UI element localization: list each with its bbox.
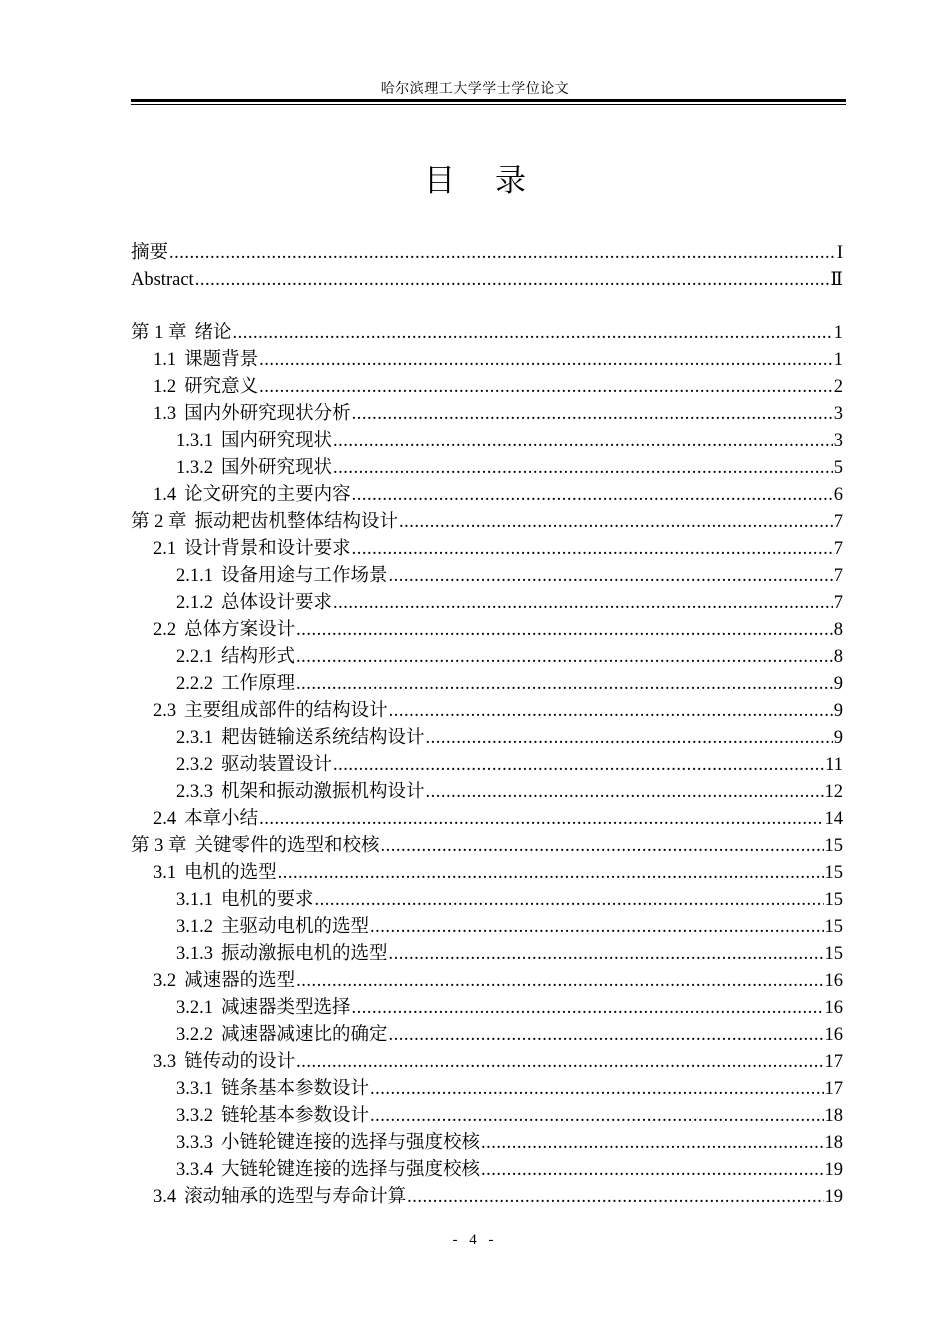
toc-entry-number: 2.3.1 xyxy=(176,728,213,748)
toc-dot-leader xyxy=(259,347,833,374)
toc-entry[interactable] xyxy=(131,725,843,752)
toc-dot-leader xyxy=(370,914,823,941)
toc-entry-number: 1.1 xyxy=(153,350,177,370)
toc-entry-page: 1 xyxy=(833,323,843,343)
toc-entry-page: 9 xyxy=(833,701,843,721)
toc-entry-number: 3.1.1 xyxy=(176,890,213,910)
toc-entry-title: 摘要 xyxy=(131,243,169,263)
toc-entry[interactable] xyxy=(131,1184,843,1211)
toc-entry[interactable] xyxy=(131,428,843,455)
toc-entry-title: 设备用途与工作场景 xyxy=(221,566,388,586)
toc-entry-title: 振动激振电机的选型 xyxy=(221,944,388,964)
toc-entry-title: 设计背景和设计要求 xyxy=(184,539,351,559)
toc-entry-number: 3.4 xyxy=(153,1187,177,1207)
toc-entry[interactable] xyxy=(131,833,843,860)
toc-entry[interactable] xyxy=(131,1157,843,1184)
toc-entry-number: 3.2.2 xyxy=(176,1025,213,1045)
toc-entry-title: 主要组成部件的结构设计 xyxy=(184,701,388,721)
toc-entry[interactable] xyxy=(131,752,843,779)
toc-entry[interactable] xyxy=(131,347,843,374)
toc-entry-number: 2.2 xyxy=(153,620,177,640)
toc-dot-leader xyxy=(259,806,823,833)
toc-entry-number: 1.3 xyxy=(153,404,177,424)
toc-entry-title: 驱动装置设计 xyxy=(221,755,333,775)
toc-entry-number: 2.1 xyxy=(153,539,177,559)
toc-entry-page: 3 xyxy=(833,404,843,424)
toc-entry-title: 国外研究现状 xyxy=(221,458,333,478)
toc-dot-leader xyxy=(352,995,824,1022)
toc-dot-leader xyxy=(370,1103,823,1130)
toc-entry-number: 3.2 xyxy=(153,971,177,991)
toc-dot-leader xyxy=(370,1076,823,1103)
toc-entry-number: 2.3 xyxy=(153,701,177,721)
table-of-contents xyxy=(131,240,843,1211)
toc-entry-number: 3.3.1 xyxy=(176,1079,213,1099)
toc-entry-page: 9 xyxy=(833,728,843,748)
toc-entry-number: 3.3 xyxy=(153,1052,177,1072)
toc-entry[interactable] xyxy=(131,267,843,294)
toc-dot-leader xyxy=(389,1022,824,1049)
toc-entry-page: 8 xyxy=(833,647,843,667)
toc-dot-leader xyxy=(259,374,833,401)
toc-entry-page: 7 xyxy=(833,512,843,532)
toc-entry-page: 1 xyxy=(833,350,843,370)
toc-entry-title: 研究意义 xyxy=(184,377,259,397)
toc-entry[interactable] xyxy=(131,482,843,509)
toc-entry-number: 3.1.3 xyxy=(176,944,213,964)
toc-title: 目录 xyxy=(424,163,566,199)
toc-entry[interactable] xyxy=(131,1130,843,1157)
toc-entry-number: 3.1 xyxy=(153,863,177,883)
toc-entry-page: 19 xyxy=(824,1160,843,1180)
toc-dot-leader xyxy=(233,320,833,347)
toc-dot-leader xyxy=(389,698,833,725)
toc-entry-title: 论文研究的主要内容 xyxy=(184,485,351,505)
toc-entry-title: 主驱动电机的选型 xyxy=(221,917,370,937)
toc-entry-title: 课题背景 xyxy=(184,350,259,370)
toc-entry-page: 9 xyxy=(833,674,843,694)
toc-dot-leader xyxy=(481,1130,823,1157)
toc-entry[interactable] xyxy=(131,1076,843,1103)
toc-entry-number: 2.1.1 xyxy=(176,566,213,586)
toc-dot-leader xyxy=(381,833,824,860)
toc-entry-number: 第 3 章 xyxy=(131,836,187,856)
header-rule-thin xyxy=(131,104,846,105)
toc-entry[interactable] xyxy=(131,401,843,428)
toc-entry-title: 链条基本参数设计 xyxy=(221,1079,370,1099)
toc-entry-page: 15 xyxy=(824,836,843,856)
toc-entry-number: 1.3.2 xyxy=(176,458,213,478)
toc-dot-leader xyxy=(352,482,833,509)
toc-entry[interactable] xyxy=(131,509,843,536)
toc-entry-title: 结构形式 xyxy=(221,647,296,667)
toc-entry[interactable] xyxy=(131,860,843,887)
toc-entry-title: 减速器的选型 xyxy=(184,971,296,991)
toc-entry[interactable] xyxy=(131,941,843,968)
toc-entry-number: 2.1.2 xyxy=(176,593,213,613)
toc-entry-number: 3.3.4 xyxy=(176,1160,213,1180)
toc-dot-leader xyxy=(195,267,830,294)
toc-dot-leader xyxy=(407,1184,823,1211)
toc-dot-leader xyxy=(296,968,823,995)
toc-entry-page: 15 xyxy=(824,890,843,910)
toc-entry-title: 国内外研究现状分析 xyxy=(184,404,351,424)
toc-entry-page: 17 xyxy=(824,1052,843,1072)
toc-entry[interactable] xyxy=(131,806,843,833)
toc-entry-title: 滚动轴承的选型与寿命计算 xyxy=(184,1187,407,1207)
toc-dot-leader xyxy=(296,1049,823,1076)
toc-entry-page: 18 xyxy=(824,1133,843,1153)
toc-entry-number: 第 1 章 xyxy=(131,323,187,343)
toc-entry-title: 电机的要求 xyxy=(221,890,314,910)
toc-entry-page: 18 xyxy=(824,1106,843,1126)
toc-entry[interactable] xyxy=(131,320,843,347)
toc-entry[interactable] xyxy=(131,968,843,995)
toc-dot-leader xyxy=(296,644,833,671)
toc-entry-number: 3.3.2 xyxy=(176,1106,213,1126)
toc-dot-leader xyxy=(426,725,833,752)
toc-entry-number: 3.3.3 xyxy=(176,1133,213,1153)
toc-entry-page: Ⅱ xyxy=(830,270,843,290)
toc-dot-leader xyxy=(296,671,833,698)
toc-dot-leader xyxy=(389,563,833,590)
toc-entry[interactable] xyxy=(131,1049,843,1076)
toc-entry[interactable] xyxy=(131,563,843,590)
toc-entry-number: 2.3.3 xyxy=(176,782,213,802)
toc-entry-page: 6 xyxy=(833,485,843,505)
toc-entry-page: 7 xyxy=(833,566,843,586)
toc-entry-page: 15 xyxy=(824,863,843,883)
toc-entry-title: 工作原理 xyxy=(221,674,296,694)
toc-entry-number: 2.3.2 xyxy=(176,755,213,775)
toc-entry[interactable] xyxy=(131,887,843,914)
toc-dot-leader xyxy=(352,536,833,563)
toc-entry-page: 7 xyxy=(833,539,843,559)
toc-entry-page: 12 xyxy=(824,782,843,802)
toc-entry[interactable] xyxy=(131,698,843,725)
toc-entry-page: 17 xyxy=(824,1079,843,1099)
toc-entry-title: 机架和振动激振机构设计 xyxy=(221,782,425,802)
toc-entry-page: 2 xyxy=(833,377,843,397)
toc-entry-title: 小链轮键连接的选择与强度校核 xyxy=(221,1133,481,1153)
toc-entry[interactable] xyxy=(131,1022,843,1049)
toc-entry-title: 耙齿链输送系统结构设计 xyxy=(221,728,425,748)
toc-dot-leader xyxy=(296,617,833,644)
toc-dot-leader xyxy=(333,428,833,455)
toc-dot-leader xyxy=(315,887,824,914)
toc-entry-number: 3.2.1 xyxy=(176,998,213,1018)
toc-entry-title: 绪论 xyxy=(194,323,232,343)
toc-entry[interactable] xyxy=(131,374,843,401)
toc-entry-title: 总体方案设计 xyxy=(184,620,296,640)
toc-entry-number: 3.1.2 xyxy=(176,917,213,937)
toc-entry[interactable] xyxy=(131,590,843,617)
toc-entry[interactable] xyxy=(131,995,843,1022)
toc-entry-title: 链传动的设计 xyxy=(184,1052,296,1072)
toc-dot-leader xyxy=(352,401,833,428)
toc-entry-title: 链轮基本参数设计 xyxy=(221,1106,370,1126)
toc-entry[interactable] xyxy=(131,644,843,671)
toc-entry[interactable] xyxy=(131,1103,843,1130)
toc-entry[interactable] xyxy=(131,779,843,806)
toc-entry-number: 2.2.2 xyxy=(176,674,213,694)
toc-entry-page: 16 xyxy=(824,1025,843,1045)
toc-entry-title: 减速器减速比的确定 xyxy=(221,1025,388,1045)
toc-dot-leader xyxy=(333,590,833,617)
toc-dot-leader xyxy=(169,240,836,267)
toc-entry[interactable] xyxy=(131,240,843,267)
toc-dot-leader xyxy=(389,941,824,968)
toc-dot-leader xyxy=(399,509,833,536)
toc-entry-title: Abstract xyxy=(131,270,194,290)
toc-dot-leader xyxy=(426,779,824,806)
toc-entry[interactable] xyxy=(131,617,843,644)
header-title: 哈尔滨理工大学学士学位论文 xyxy=(380,82,570,97)
toc-entry[interactable] xyxy=(131,536,843,563)
toc-entry-number: 2.2.1 xyxy=(176,647,213,667)
toc-entry-page: 14 xyxy=(824,809,843,829)
toc-dot-leader xyxy=(333,752,824,779)
toc-entry-page: 15 xyxy=(824,944,843,964)
toc-entry-title: 关键零件的选型和校核 xyxy=(194,836,380,856)
toc-entry-title: 大链轮键连接的选择与强度校核 xyxy=(221,1160,481,1180)
toc-entry-number: 1.3.1 xyxy=(176,431,213,451)
toc-entry-page: 7 xyxy=(833,593,843,613)
toc-entry[interactable] xyxy=(131,914,843,941)
toc-entry[interactable] xyxy=(131,671,843,698)
toc-entry-title: 减速器类型选择 xyxy=(221,998,351,1018)
toc-entry-page: 5 xyxy=(833,458,843,478)
toc-entry-title: 振动耙齿机整体结构设计 xyxy=(194,512,399,532)
toc-entry-page: 8 xyxy=(833,620,843,640)
toc-entry-title: 国内研究现状 xyxy=(221,431,333,451)
toc-entry-number: 1.4 xyxy=(153,485,177,505)
toc-entry-page: 16 xyxy=(824,998,843,1018)
toc-entry[interactable] xyxy=(131,455,843,482)
toc-entry-number: 1.2 xyxy=(153,377,177,397)
toc-entry-title: 电机的选型 xyxy=(184,863,277,883)
toc-dot-leader xyxy=(333,455,833,482)
toc-entry-number: 第 2 章 xyxy=(131,512,187,532)
toc-entry-page: 16 xyxy=(824,971,843,991)
toc-entry-page: I xyxy=(836,243,843,263)
toc-entry-page: 15 xyxy=(824,917,843,937)
toc-entry-title: 本章小结 xyxy=(184,809,259,829)
header-rule-thick xyxy=(131,99,846,102)
toc-dot-leader xyxy=(481,1157,823,1184)
toc-entry-number: 2.4 xyxy=(153,809,177,829)
footer-page-number: - 4 - xyxy=(452,1232,498,1248)
toc-dot-leader xyxy=(278,860,824,887)
toc-entry-title: 总体设计要求 xyxy=(221,593,333,613)
toc-entry-page: 3 xyxy=(833,431,843,451)
toc-entry-page: 19 xyxy=(824,1187,843,1207)
toc-entry-page: 11 xyxy=(825,755,843,775)
